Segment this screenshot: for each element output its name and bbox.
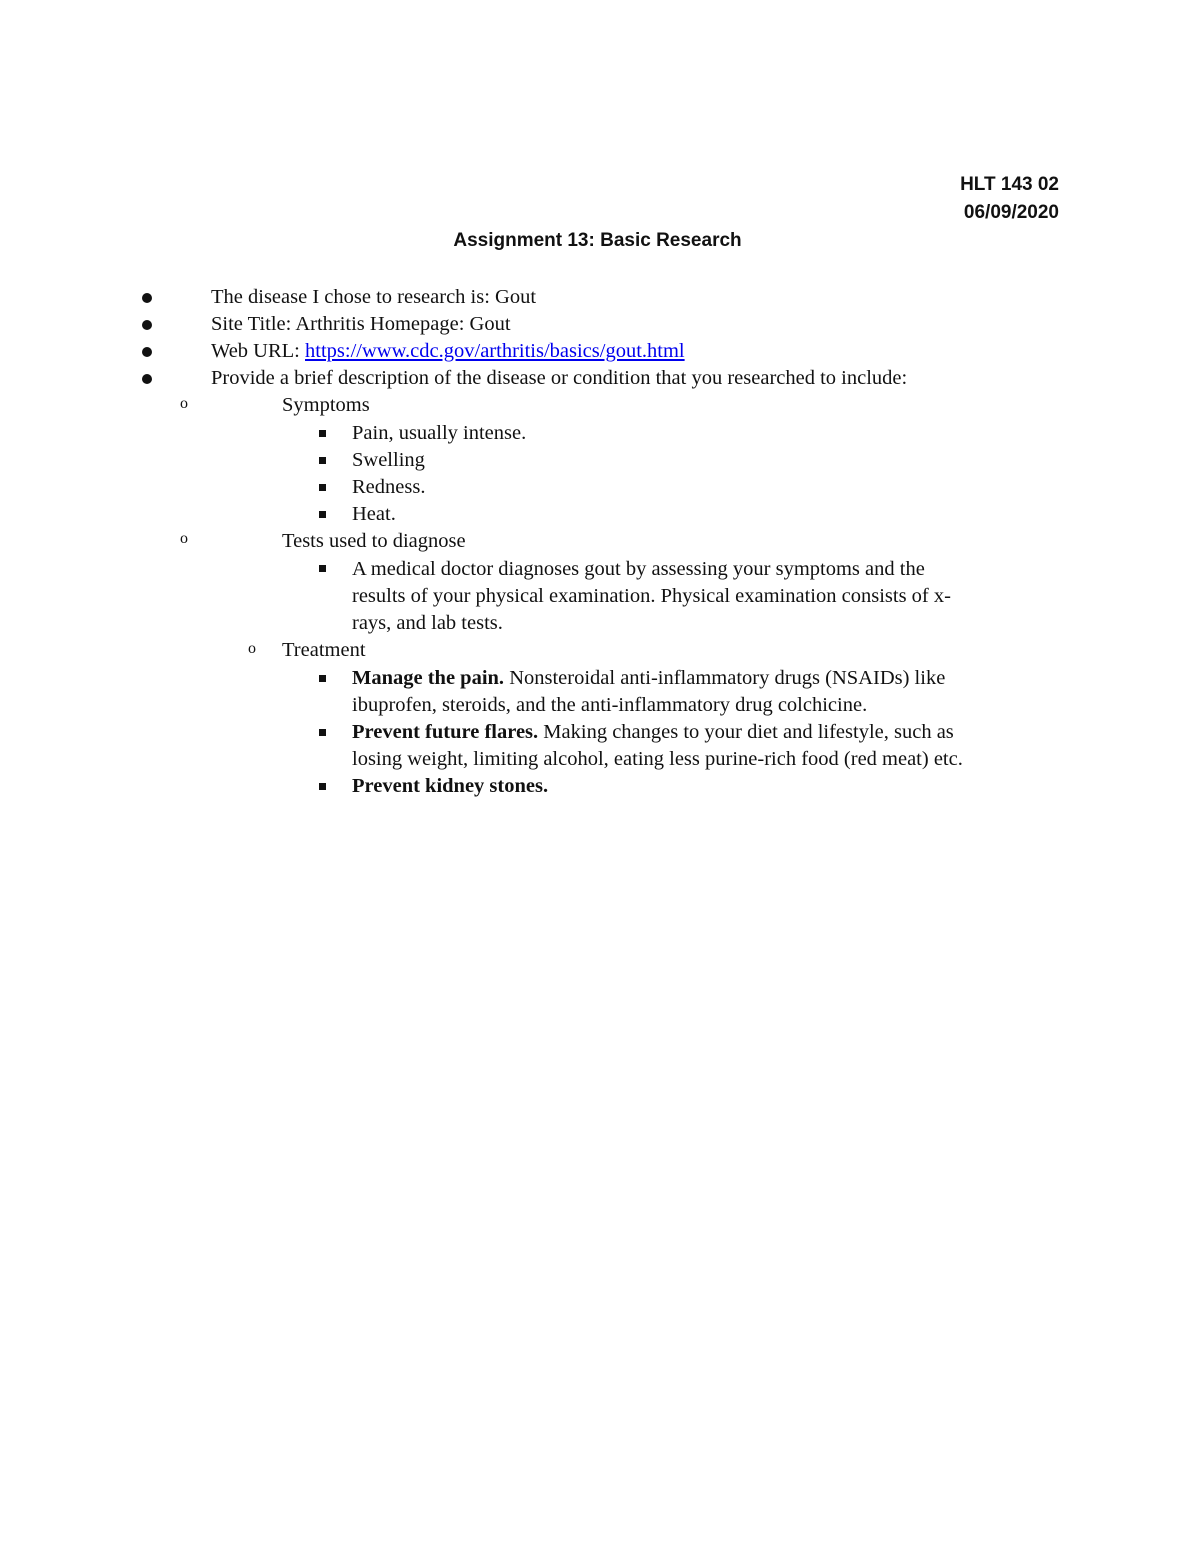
treatment-item-text: Making changes to your diet and lifestyle, such as	[538, 721, 954, 743]
bullet-circle: o	[180, 530, 188, 547]
bullet-circle: o	[248, 640, 256, 657]
treatment-item-text: Nonsteroidal anti-inflammatory drugs (NSAIDs) like	[504, 667, 946, 689]
bullet-disc	[142, 347, 152, 357]
bullet-disc	[142, 320, 152, 330]
treatment-item-text: losing weight, limiting alcohol, eating less purine-rich food (red meat) etc.	[352, 748, 963, 770]
treatment-item	[352, 773, 548, 800]
treatment-item-title: Prevent future flares.	[352, 721, 539, 743]
source-url-link[interactable]: https://www.cdc.gov/arthritis/basics/gout.html	[305, 340, 685, 362]
site-title-line: Site Title: Arthritis Homepage: Gout	[211, 313, 511, 335]
url-label: Web URL:	[211, 340, 306, 362]
tests-heading: Tests used to diagnose	[282, 530, 466, 552]
treatment-item-title: Prevent kidney stones.	[352, 775, 549, 797]
symptoms-heading: Symptoms	[282, 394, 370, 416]
disease-line: The disease I chose to research is: Gout	[211, 286, 537, 308]
treatment-heading: Treatment	[282, 639, 366, 661]
treatment-item	[352, 719, 954, 746]
course-code: HLT 143 02	[960, 174, 1059, 195]
bullet-square	[319, 675, 326, 682]
url-line	[211, 338, 685, 365]
symptom-item: Heat.	[352, 503, 396, 525]
treatment-item	[352, 665, 945, 692]
date: 06/09/2020	[963, 202, 1059, 223]
bullet-circle: o	[180, 395, 188, 412]
symptom-item: Pain, usually intense.	[352, 422, 527, 444]
bullet-square	[319, 511, 326, 518]
page-title: Assignment 13: Basic Research	[453, 230, 742, 251]
bullet-square	[319, 484, 326, 491]
tests-text-line: rays, and lab tests.	[352, 612, 503, 634]
bullet-square	[319, 457, 326, 464]
tests-text-line: A medical doctor diagnoses gout by assessing your symptoms and the	[352, 558, 925, 580]
tests-text-line: results of your physical examination. Physical examination consists of x-	[352, 585, 951, 607]
bullet-disc	[142, 374, 152, 384]
bullet-square	[319, 729, 326, 736]
bullet-disc	[142, 293, 152, 303]
bullet-square	[319, 783, 326, 790]
symptom-item: Swelling	[352, 449, 425, 471]
bullet-square	[319, 565, 326, 572]
treatment-item-title: Manage the pain.	[352, 667, 505, 689]
symptom-item: Redness.	[352, 476, 426, 498]
treatment-item-text: ibuprofen, steroids, and the anti-inflammatory drug colchicine.	[352, 694, 868, 716]
description-prompt: Provide a brief description of the disease or condition that you researched to include:	[211, 367, 908, 389]
bullet-square	[319, 430, 326, 437]
